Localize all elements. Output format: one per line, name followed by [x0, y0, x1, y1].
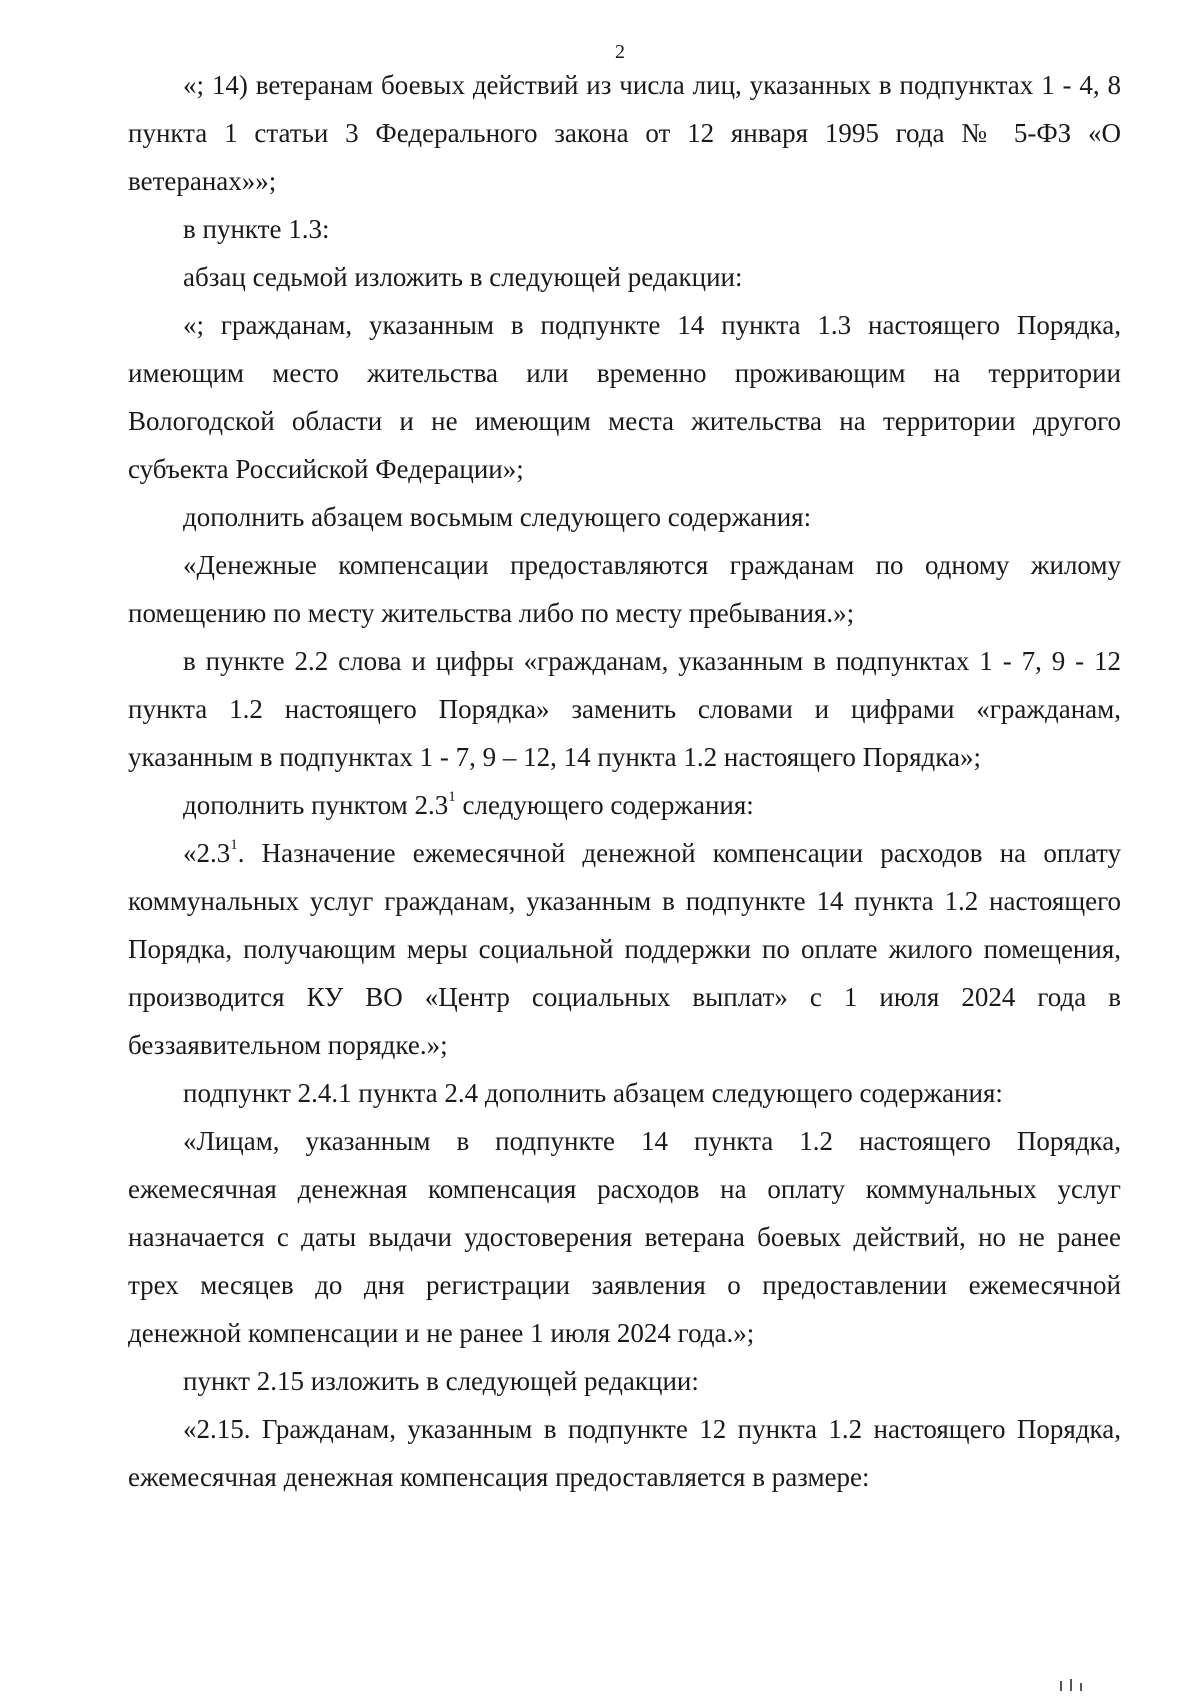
scan-corner-mark — [1056, 1679, 1090, 1691]
paragraph-10: подпункт 2.4.1 пункта 2.4 дополнить абзацем следующего содержания: — [183, 1078, 1003, 1108]
paragraph-8 — [128, 781, 1121, 829]
paragraph-9 — [128, 829, 1121, 1069]
paragraph-7: в пункте 2.2 слова и цифры «гражданам, указанным в подпунктах 1 - 7, 9 - 12 пункта 1.2 настоящего Порядка» заменить словами и цифрами «гражданам, указанным в подпунктах 1 - 7, 9 – 12, 14 пункта 1.2 настоящего Порядка»; — [128, 646, 1121, 772]
paragraph-6: «Денежные компенсации предоставляются гражданам по одному жилому помещению по месту жительства либо по месту пребывания.»; — [128, 550, 1121, 628]
paragraph-13: «2.15. Гражданам, указанным в подпункте 12 пункта 1.2 настоящего Порядка, ежемесячная денежная компенсация предоставляется в размере: — [128, 1414, 1121, 1492]
paragraph-11: «Лицам, указанным в подпункте 14 пункта 1.2 настоящего Порядка, ежемесячная денежная компенсация расходов на оплату коммунальных услуг назначается с даты выдачи удостоверения ветерана боевых действий, но не ранее трех месяцев до дня регистрации заявления о предоставлении ежемесячной денежной компенсации и не ранее 1 июля 2024 года.»; — [128, 1126, 1121, 1348]
superscript-1: 1 — [230, 837, 238, 853]
paragraph-8-text: дополнить пунктом 2.3 — [183, 790, 449, 820]
paragraph-5: дополнить абзацем восьмым следующего содержания: — [183, 502, 812, 532]
paragraph-1: «; 14) ветеранам боевых действий из числа лиц, указанных в подпунктах 1 - 4, 8 пункта 1 статьи 3 Федерального закона от 12 января 1995 года № 5-ФЗ «О ветеранах»»; — [128, 70, 1121, 196]
paragraph-8-text-end: следующего содержания: — [455, 790, 754, 820]
page-number: 2 — [615, 41, 625, 63]
paragraph-12: пункт 2.15 изложить в следующей редакции: — [183, 1366, 699, 1396]
paragraph-2: в пункте 1.3: — [183, 214, 330, 244]
paragraph-9-text-end: . Назначение ежемесячной денежной компенсации расходов на оплату коммунальных услуг гражданам, указанным в подпункте 14 пункта 1.2 настоящего Порядка, получающим меры социальной поддержки по оплате жилого помещения, производится КУ ВО «Центр социальных выплат» с 1 июля 2024 года в беззаявительном порядке.»; — [128, 838, 1121, 1060]
paragraph-9-text: «2.3 — [183, 838, 231, 868]
document-body — [128, 61, 1121, 1501]
paragraph-4: «; гражданам, указанным в подпункте 14 пункта 1.3 настоящего Порядка, имеющим место жительства или временно проживающим на территории Вологодской области и не имеющим места жительства на территории другого субъекта Российской Федерации»; — [128, 310, 1121, 484]
superscript-1: 1 — [448, 789, 456, 805]
paragraph-3: абзац седьмой изложить в следующей редакции: — [183, 262, 743, 292]
